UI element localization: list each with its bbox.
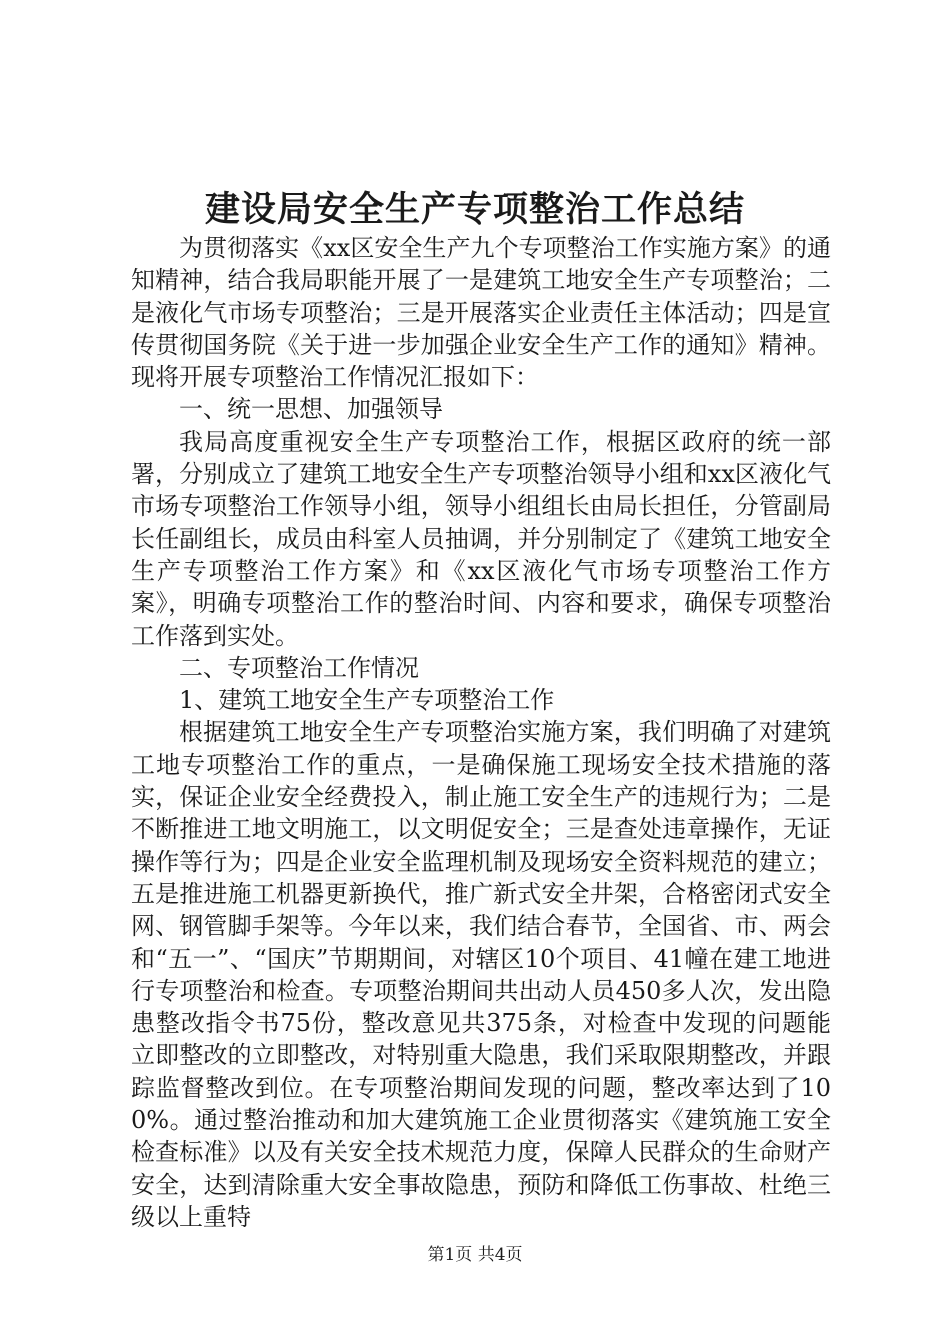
document-title: 建设局安全生产专项整治工作总结: [204, 189, 745, 230]
subsection-heading-1: 1、建筑工地安全生产专项整治工作: [179, 686, 555, 715]
document-body: [131, 232, 831, 1233]
section-heading-2: 二、专项整治工作情况: [179, 653, 419, 682]
intro-paragraph: 为贯彻落实《xx区安全生产九个专项整治工作实施方案》的通知精神，结合我局职能开展了一是建筑工地安全生产专项整治；二是液化气市场专项整治；三是开展落实企业责任主体活动；四是宣传贯彻国务院《关于进一步加强企业安全生产工作的通知》精神。现将开展专项整治工作情况汇报如下：: [131, 234, 831, 392]
section-heading-1: 一、统一思想、加强领导: [179, 395, 443, 424]
section-1-paragraph: 我局高度重视安全生产专项整治工作，根据区政府的统一部署，分别成立了建筑工地安全生产专项整治领导小组和xx区液化气市场专项整治工作领导小组，领导小组组长由局长担任，分管副局长任副组长，成员由科室人员抽调，并分别制定了《建筑工地安全生产专项整治工作方案》和《xx区液化气市场专项整治工作方案》，明确专项整治工作的整治时间、内容和要求，确保专项整治工作落到实处。: [131, 427, 831, 650]
page-number-footer: 第1页 共4页: [427, 1245, 523, 1265]
subsection-1-paragraph: 根据建筑工地安全生产专项整治实施方案，我们明确了对建筑工地专项整治工作的重点，一是确保施工现场安全技术措施的落实，保证企业安全经费投入，制止施工安全生产的违规行为；二是不断推进工地文明施工，以文明促安全；三是查处违章操作，无证操作等行为；四是企业安全监理机制及现场安全资料规范的建立；五是推进施工机器更新换代，推广新式安全井架，合格密闭式安全网、钢管脚手架等。今年以来，我们结合春节，全国省、市、两会和“五一”、“国庆”节期期间，对辖区10个项目、41幢在建工地进行专项整治和检查。专项整治期间共出动人员450多人次，发出隐患整改指令书75份，整改意见共375条，对检查中发现的问题能立即整改的立即整改，对特别重大隐患，我们采取限期整改，并跟踪监督整改到位。在专项整治期间发现的问题，整改率达到了100%。通过整治推动和加大建筑施工企业贯彻落实《建筑施工安全检查标准》以及有关安全技术规范力度，保障人民群众的生命财产安全，达到清除重大安全事故隐患，预防和降低工伤事故、杜绝三级以上重特: [131, 718, 831, 1231]
